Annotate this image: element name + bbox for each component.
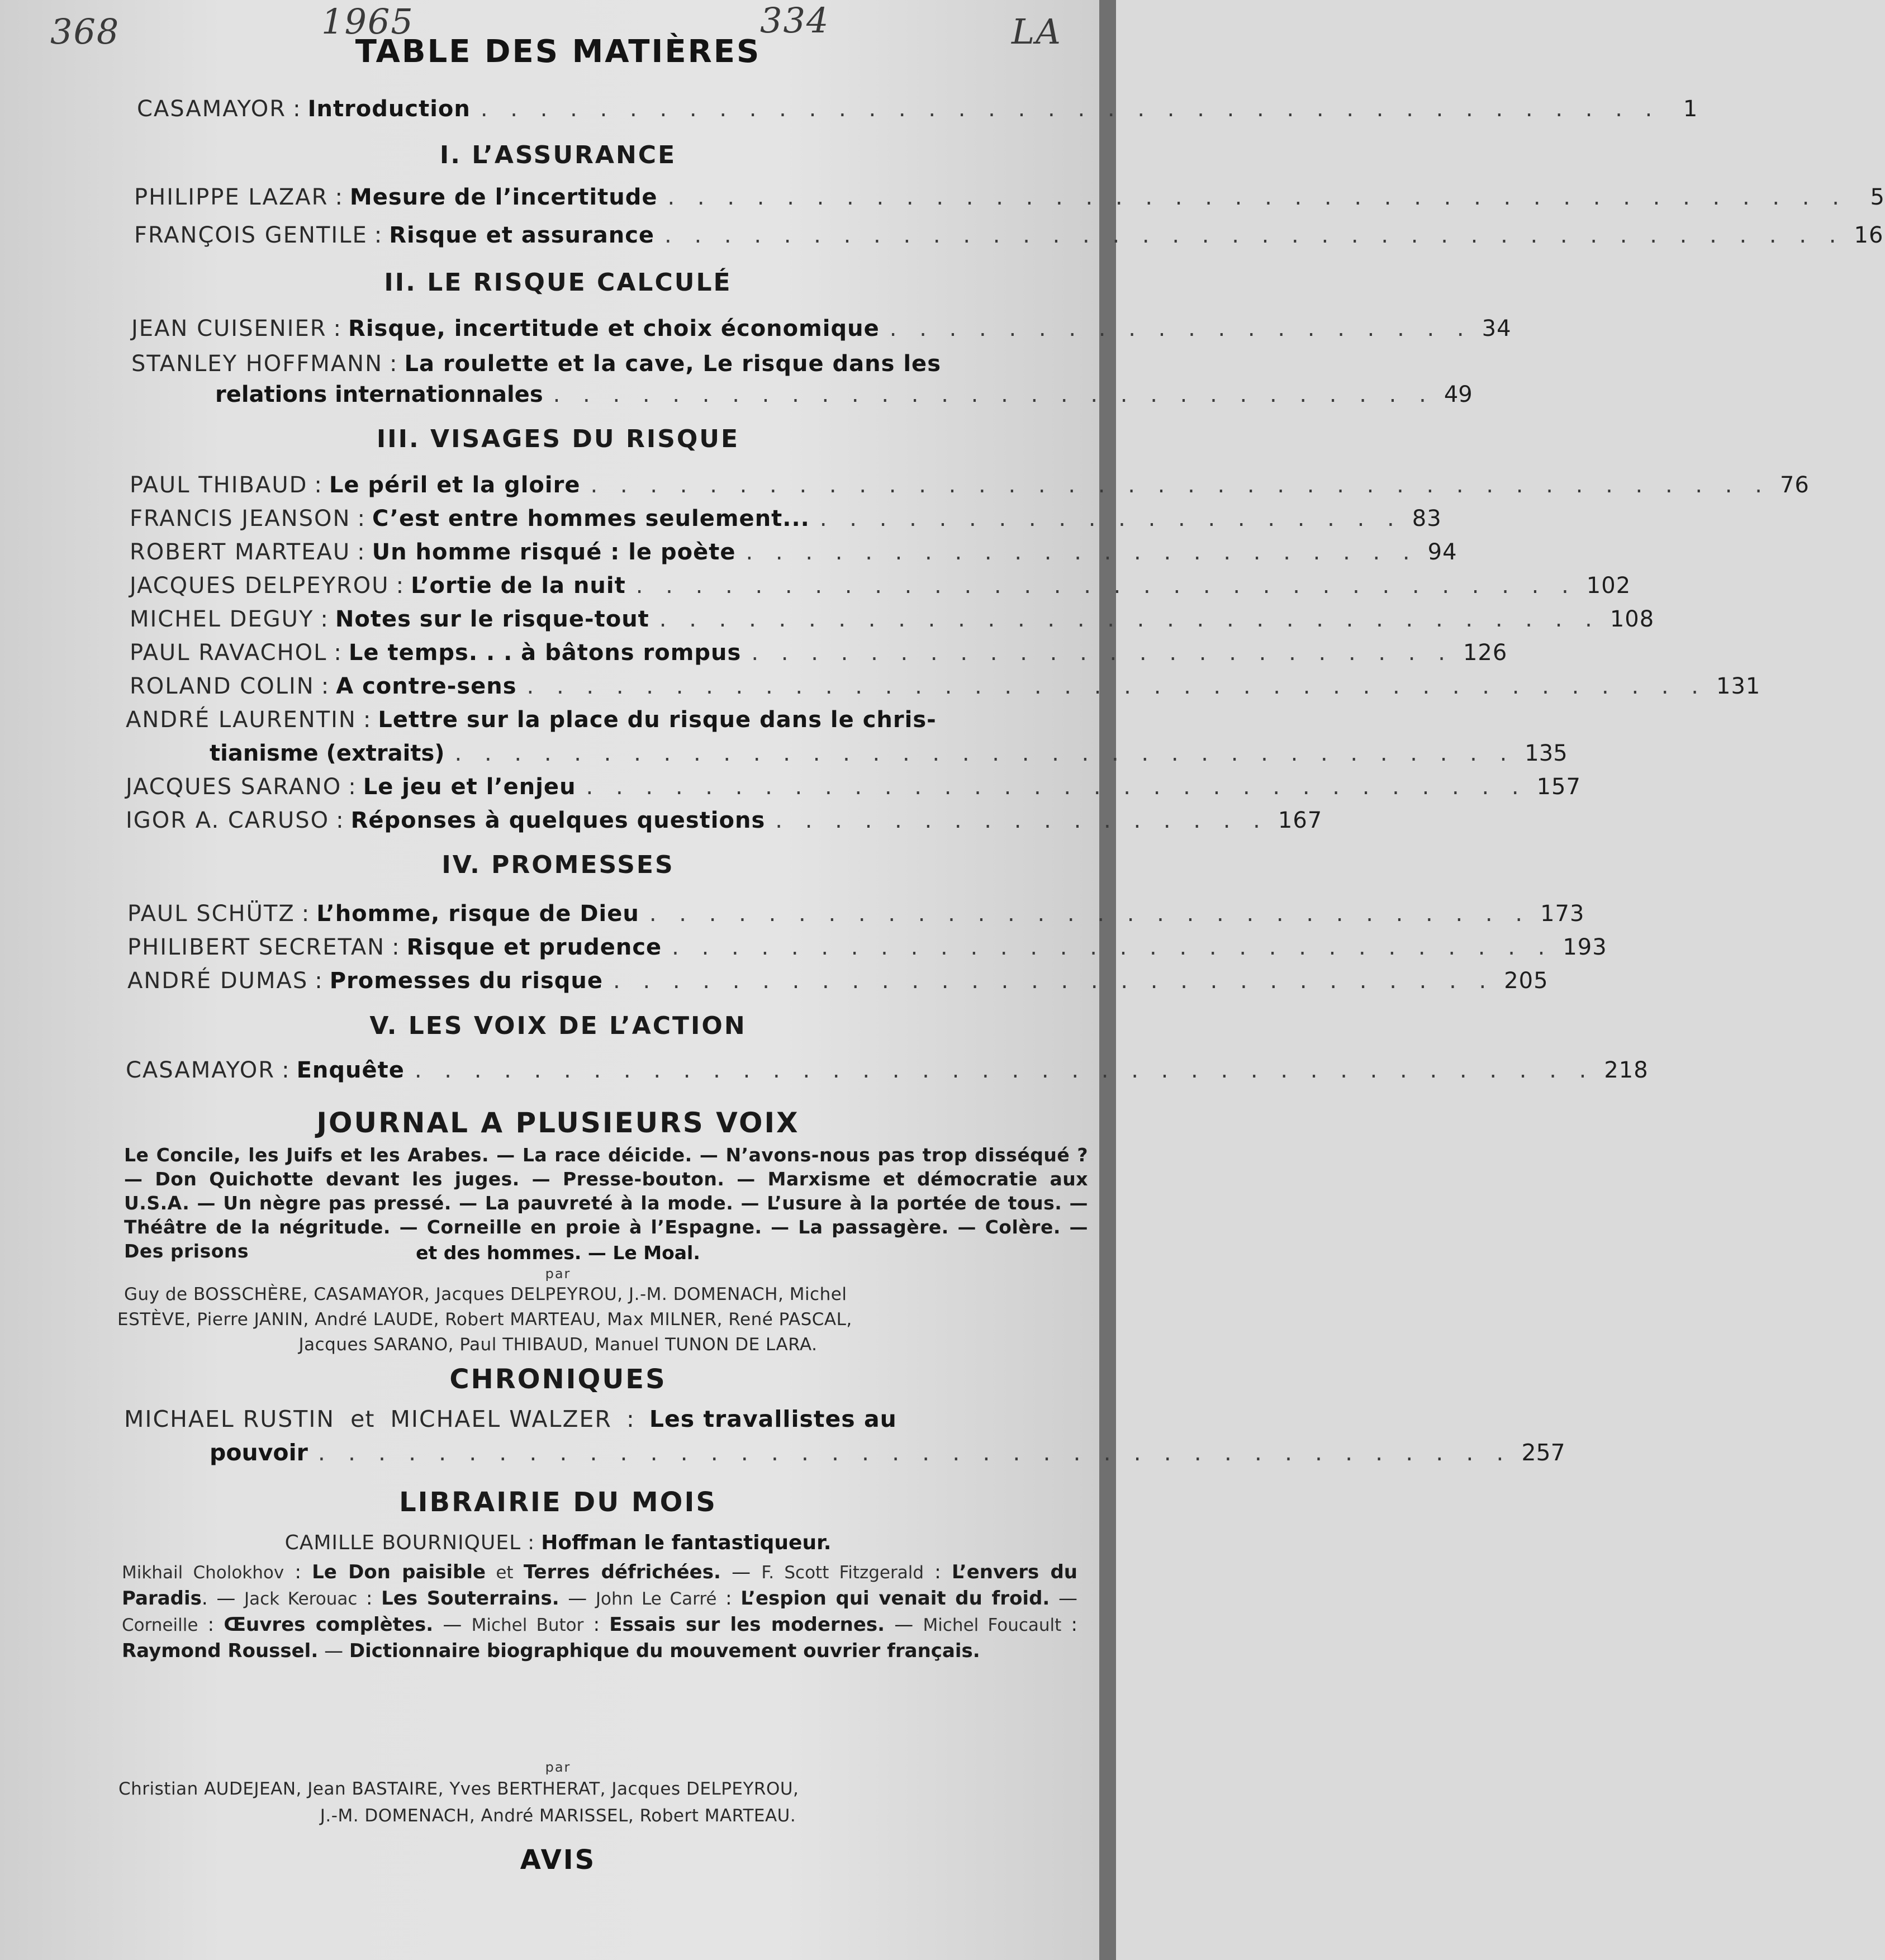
review-author: Jack Kerouac (244, 1589, 358, 1609)
entry-page: 126 (1463, 640, 1508, 666)
entry-author: MICHEL DEGUY (130, 606, 314, 632)
toc-entry[interactable]: STANLEY HOFFMANN : La roulette et la cave, Le risque dans les (131, 351, 941, 377)
librairie-feature-author: CAMILLE BOURNIQUEL (284, 1531, 521, 1554)
entry-page: 102 (1586, 573, 1631, 599)
dot-leader: . . . . . . . . . . . . . . . . . . . . . . . . . . . . . . . . . . . . . . . . (590, 472, 1770, 498)
par-label: par (545, 1266, 571, 1282)
entry-title-cont: tianisme (extraits) (210, 741, 445, 766)
entry-author: JACQUES DELPEYROU (130, 573, 390, 599)
entry-page: 205 (1504, 968, 1549, 994)
review-author: Mikhail Cholokhov (122, 1563, 284, 1583)
review-title: Œuvres complètes. (224, 1613, 434, 1636)
dot-leader: . . . . . . . . . . . . . . . . . . . . . . . . . . . . . . . . . . . . . . . . (480, 96, 1660, 122)
journal-contributors-3: Jacques SARANO, Paul THIBAUD, Manuel TUNON DE LARA. (298, 1335, 818, 1355)
avis-heading: AVIS (520, 1844, 596, 1876)
librairie-contributors-2: J.-M. DOMENACH, André MARISSEL, Robert MARTEAU. (320, 1806, 796, 1826)
librairie-contributors-1: Christian AUDEJEAN, Jean BASTAIRE, Yves BERTHERAT, Jacques DELPEYROU, (118, 1779, 799, 1799)
entry-author: CASAMAYOR (126, 1057, 276, 1083)
entry-title: Introduction (307, 96, 471, 122)
entry-title: Un homme risqué : le poète (372, 539, 736, 565)
dot-leader: . . . . . . . . . . . . . . . . . . . . . . . . . . . . . . . . (586, 774, 1527, 800)
entry-title: Risque et prudence (406, 934, 662, 960)
entry-author: CASAMAYOR (137, 96, 287, 122)
dot-leader: . . . . . . . . . . . . . . . . . . . . . . . . . . . . . . (613, 968, 1494, 994)
entry-page: 1 (1683, 96, 1698, 122)
entry-author: PAUL RAVACHOL (130, 640, 327, 666)
entry-title: Enquête (296, 1057, 405, 1083)
review-title: Le Don paisible (312, 1561, 486, 1583)
toc-entry[interactable]: PAUL THIBAUD : Le péril et la gloire . . . . . . . . . . . . . . . . . . . . . . . . . . . . . . . . . . . . . . . . 76 (130, 472, 1810, 498)
toc-entry[interactable]: ANDRÉ DUMAS : Promesses du risque . . . . . . . . . . . . . . . . . . . . . . . . . . . . . . 205 (127, 968, 1549, 994)
toc-entry[interactable]: PAUL RAVACHOL : Le temps. . . à bâtons rompus . . . . . . . . . . . . . . . . . . . . . . . . 126 (130, 640, 1508, 666)
section-heading: III. VISAGES DU RISQUE (376, 425, 740, 453)
entry-page: 193 (1563, 934, 1607, 960)
dot-leader: . . . . . . . . . . . . . . . . . . . . (819, 506, 1402, 531)
entry-title: Promesses du risque (329, 968, 604, 994)
dot-leader: . . . . . . . . . . . . . . . . . . . . . . . . . . . . . . . . (659, 606, 1600, 632)
section-heading: V. LES VOIX DE L’ACTION (369, 1012, 747, 1040)
dot-leader: . . . . . . . . . . . . . . . . . . . . . . . . . . . . . . . . . . . . . . . . (667, 184, 1847, 210)
entry-title: L’ortie de la nuit (411, 573, 626, 599)
entry-page: 34 (1482, 316, 1512, 341)
entry-title: A contre-sens (336, 673, 517, 699)
journal-contributors-2: ESTÈVE, Pierre JANIN, André LAUDE, Robert MARTEAU, Max MILNER, René PASCAL, (117, 1309, 852, 1330)
toc-entry[interactable]: JACQUES DELPEYROU : L’ortie de la nuit . . . . . . . . . . . . . . . . . . . . . . . . . . . . . . . . 102 (130, 573, 1631, 599)
review-author: Michel Butor (471, 1615, 584, 1635)
journal-summary-end: et des hommes. — Le Moal. (416, 1242, 700, 1264)
entry-page: 131 (1716, 673, 1761, 699)
toc-entry[interactable]: ROBERT MARTEAU : Un homme risqué : le poète . . . . . . . . . . . . . . . . . . . . . . . 94 (130, 539, 1457, 565)
entry-author: PAUL THIBAUD (130, 472, 308, 498)
entry-page: 94 (1427, 539, 1457, 565)
entry-title: Risque et assurance (389, 222, 655, 248)
entry-title: C’est entre hommes seulement... (372, 506, 810, 531)
entry-author: FRANÇOIS GENTILE (134, 222, 368, 248)
chroniques-author-1: MICHAEL RUSTIN (124, 1406, 335, 1432)
chroniques-title: Les travallistes au (649, 1406, 897, 1432)
entry-author: PAUL SCHÜTZ (127, 901, 295, 927)
entry-title-cont: relations internationnales (215, 382, 543, 407)
librairie-reviews: Mikhail Cholokhov : Le Don paisible et Terres défrichées. — F. Scott Fitzgerald : L’envers du Paradis. — Jack Kerouac : Les Souterrains. — John Le Carré : L’espion qui venait du froid. — Corneille : Œuvres complètes. — Michel Butor : Essais sur les modernes. — Michel Foucault : Raymond Roussel. — Dictionnaire biographique du mouvement ouvrier français. (122, 1561, 1078, 1662)
chroniques-entry-cont (210, 1439, 1565, 1466)
dot-leader: . . . . . . . . . . . . . . . . . . . . . . . . . . . . . . . . . . . . . . . . (526, 673, 1707, 699)
handwritten-code: 334 (760, 0, 830, 41)
toc-entry[interactable]: JACQUES SARANO : Le jeu et l’enjeu . . . . . . . . . . . . . . . . . . . . . . . . . . . . . . . . 157 (126, 774, 1581, 800)
toc-entry[interactable]: JEAN CUISENIER : Risque, incertitude et choix économique . . . . . . . . . . . . . . . . . . . . 34 (131, 316, 1512, 341)
entry-page: 135 (1525, 741, 1568, 766)
chroniques-heading: CHRONIQUES (449, 1364, 667, 1395)
dot-leader: . . . . . . . . . . . . . . . . . (775, 808, 1268, 833)
entry-author: PHILIBERT SECRETAN (127, 934, 386, 960)
toc-entry-continuation (210, 741, 1568, 766)
entry-page: 5 (1870, 184, 1885, 210)
entry-author: ANDRÉ LAURENTIN (126, 707, 357, 733)
dot-leader: . . . . . . . . . . . . . . . . . . . . . . . . (751, 640, 1453, 666)
chroniques-page: 257 (1521, 1439, 1565, 1466)
dot-leader: . . . . . . . . . . . . . . . . . . . . . . . . . . . . . . . . . . . . . . . . (664, 222, 1844, 248)
toc-entry[interactable]: CASAMAYOR : Enquête . . . . . . . . . . . . . . . . . . . . . . . . . . . . . . . . . . . . . . . . 218 (126, 1057, 1649, 1083)
handwritten-initials: LA (1012, 11, 1062, 52)
dot-leader: . . . . . . . . . . . . . . . . . . . . . . . . . . . . . . . . . . . . . . . . (317, 1439, 1512, 1466)
dot-leader: . . . . . . . . . . . . . . . . . . . . . . . . . . . . . . (553, 382, 1434, 407)
toc-entry[interactable]: FRANÇOIS GENTILE : Risque et assurance . . . . . . . . . . . . . . . . . . . . . . . . . . . . . . . . . . . . . . . . 16 (134, 222, 1884, 248)
entry-page: 167 (1278, 808, 1323, 833)
librairie-feature-title: Hoffman le fantastiqueur. (541, 1531, 832, 1554)
entry-title: Le jeu et l’enjeu (363, 774, 576, 800)
journal-heading: JOURNAL A PLUSIEURS VOIX (316, 1107, 800, 1139)
section-heading: I. L’ASSURANCE (439, 141, 677, 169)
entry-page: 49 (1444, 382, 1473, 407)
entry-page: 83 (1412, 506, 1442, 531)
section-heading: IV. PROMESSES (441, 851, 675, 879)
entry-title: La roulette et la cave, Le risque dans les (404, 351, 941, 377)
par-label: par (545, 1759, 571, 1775)
review-title: Raymond Roussel. (122, 1640, 319, 1662)
review-author: F. Scott Fitzgerald (761, 1563, 924, 1583)
review-title: Les Souterrains. (381, 1587, 559, 1610)
dot-leader: . . . . . . . . . . . . . . . . . . . . (889, 316, 1472, 341)
entry-title: Le péril et la gloire (329, 472, 581, 498)
toc-entry[interactable]: CASAMAYOR : Introduction . . . . . . . . . . . . . . . . . . . . . . . . . . . . . . . . . . . . . . . . 1 (137, 96, 1698, 122)
toc-entry[interactable]: PHILIPPE LAZAR : Mesure de l’incertitude . . . . . . . . . . . . . . . . . . . . . . . . . . . . . . . . . . . . . . . . 5 (134, 184, 1885, 210)
dot-leader: . . . . . . . . . . . . . . . . . . . . . . . . . . . . . . . . (635, 573, 1577, 599)
review-title: Dictionnaire biographique du mouvement ouvrier français. (349, 1640, 980, 1662)
entry-page: 76 (1779, 472, 1810, 498)
entry-title: Mesure de l’incertitude (349, 184, 658, 210)
toc-entry[interactable]: PHILIBERT SECRETAN : Risque et prudence . . . . . . . . . . . . . . . . . . . . . . . . . . . . . . 193 (127, 934, 1607, 960)
chroniques-title-cont: pouvoir (210, 1439, 308, 1466)
entry-page: 16 (1854, 222, 1884, 248)
dot-leader: . . . . . . . . . . . . . . . . . . . . . . . . . . . . . . (672, 934, 1553, 960)
entry-author: IGOR A. CARUSO (126, 808, 330, 833)
chroniques-et: et (350, 1406, 375, 1432)
entry-author: PHILIPPE LAZAR (134, 184, 329, 210)
dot-leader: . . . . . . . . . . . . . . . . . . . . . . . (746, 539, 1418, 565)
toc-entry[interactable]: ROLAND COLIN : A contre-sens . . . . . . . . . . . . . . . . . . . . . . . . . . . . . . . . . . . . . . . . 131 (130, 673, 1761, 699)
toc-entry[interactable]: IGOR A. CARUSO : Réponses à quelques questions . . . . . . . . . . . . . . . . . 167 (126, 808, 1323, 833)
entry-title: Notes sur le risque-tout (335, 606, 649, 632)
toc-entry[interactable]: ANDRÉ LAURENTIN : Lettre sur la place du risque dans le chris- (126, 707, 937, 733)
entry-page: 157 (1536, 774, 1581, 800)
review-author: Michel Foucault (923, 1615, 1062, 1635)
chroniques-author-2: MICHAEL WALZER (390, 1406, 612, 1432)
section-heading: II. LE RISQUE CALCULÉ (384, 268, 732, 297)
entry-title: Lettre sur la place du risque dans le chris- (378, 707, 937, 733)
entry-title: Réponses à quelques questions (350, 808, 766, 833)
review-title: L’envers du Paradis (122, 1561, 1078, 1610)
toc-entry-continuation (215, 382, 1473, 407)
librairie-feature[interactable]: CAMILLE BOURNIQUEL : Hoffman le fantastiqueur. (284, 1531, 832, 1554)
chroniques-entry[interactable]: MICHAEL RUSTIN et MICHAEL WALZER : Les travallistes au (124, 1406, 897, 1432)
toc-entry[interactable]: FRANCIS JEANSON : C’est entre hommes seulement... . . . . . . . . . . . . . . . . . . . . 83 (130, 506, 1442, 531)
handwritten-year: 1965 (321, 1, 414, 42)
toc-entry[interactable]: PAUL SCHÜTZ : L’homme, risque de Dieu . . . . . . . . . . . . . . . . . . . . . . . . . . . . . . 173 (127, 901, 1585, 927)
entry-author: JEAN CUISENIER (131, 316, 327, 341)
entry-page: 108 (1609, 606, 1655, 632)
review-title: L’espion qui venait du froid. (740, 1587, 1050, 1610)
entry-author: ANDRÉ DUMAS (127, 968, 308, 994)
journal-summary: Le Concile, les Juifs et les Arabes. — La race déicide. — N’avons-nous pas trop disséqué ? — Don Quichotte devant les juges. — Presse-bouton. — Marxisme et démocratie aux U.S.A. — Un nègre pas pressé. — La pauvreté à la mode. — L’usure à la portée de tous. — Théâtre de la négritude. — Corneille en proie à l’Espagne. — La passagère. — Colère. — Des prisons (124, 1144, 1088, 1262)
entry-author: JACQUES SARANO (126, 774, 342, 800)
dot-leader: . . . . . . . . . . . . . . . . . . . . . . . . . . . . . . (649, 901, 1531, 927)
journal-contributors-1: Guy de BOSSCHÈRE, CASAMAYOR, Jacques DELPEYROU, J.-M. DOMENACH, Michel (124, 1284, 847, 1304)
entry-title: Risque, incertitude et choix économique (348, 316, 880, 341)
entry-page: 173 (1540, 901, 1585, 927)
entry-title: L’homme, risque de Dieu (316, 901, 639, 927)
handwritten-number-left: 368 (50, 11, 120, 52)
dot-leader: . . . . . . . . . . . . . . . . . . . . . . . . . . . . . . . . . . . . (454, 741, 1515, 766)
review-author: Corneille (122, 1615, 198, 1635)
entry-author: STANLEY HOFFMANN (131, 351, 383, 377)
toc-entry[interactable]: MICHEL DEGUY : Notes sur le risque-tout . . . . . . . . . . . . . . . . . . . . . . . . . . . . . . . . 108 (130, 606, 1655, 632)
librairie-heading: LIBRAIRIE DU MOIS (399, 1487, 717, 1518)
dot-leader: . . . . . . . . . . . . . . . . . . . . . . . . . . . . . . . . . . . . . . . . (414, 1057, 1594, 1083)
entry-author: ROBERT MARTEAU (130, 539, 351, 565)
page-title: TABLE DES MATIÈRES (355, 34, 761, 70)
review-author: John Le Carré (595, 1589, 717, 1609)
entry-title: Le temps. . . à bâtons rompus (348, 640, 742, 666)
entry-author: FRANCIS JEANSON (130, 506, 351, 531)
entry-author: ROLAND COLIN (130, 673, 315, 699)
entry-page: 218 (1604, 1057, 1649, 1083)
review-title: Essais sur les modernes. (609, 1613, 885, 1636)
